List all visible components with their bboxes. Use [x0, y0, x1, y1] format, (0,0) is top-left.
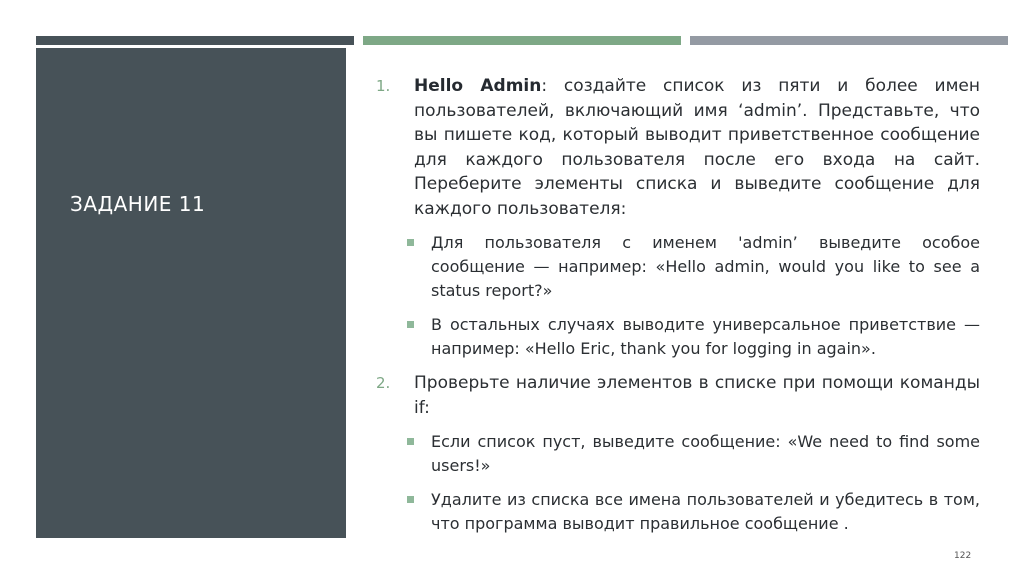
- task-item-1: [376, 74, 980, 221]
- item-text: Проверьте наличие элементов в списке при помощи команды if:: [414, 373, 980, 418]
- subitem: Для пользователя с именем 'admin’ выведите особое сообщение — например: «Hello admin, would you like to see a status report?»: [376, 231, 980, 303]
- top-bar-dark: [36, 36, 354, 45]
- top-bar-gray: [690, 36, 1008, 45]
- square-bullet-icon: [407, 438, 414, 445]
- slide-content: [376, 74, 980, 546]
- square-bullet-icon: [407, 239, 414, 246]
- subitem: В остальных случаях выводите универсальное приветствие — например: «Hello Eric, thank you for logging in again».: [376, 313, 980, 361]
- subitem: Удалите из списка все имена пользователей и убедитесь в том, что программа выводит правильное сообщение .: [376, 488, 980, 536]
- item-text: : создайте список из пяти и более имен пользователей, включающий имя ‘admin’. Представьте, что вы пишете код, который выводит приветственное сообщение для каждого пользователя после его входа на сайт. Переберите элементы списка и выведите сообщение для каждого пользователя:: [414, 76, 980, 219]
- square-bullet-icon: [407, 496, 414, 503]
- title-panel: [36, 48, 346, 538]
- square-bullet-icon: [407, 321, 414, 328]
- top-bar-green: [363, 36, 681, 45]
- task-item-2: [376, 371, 980, 420]
- slide-title: ЗАДАНИЕ 11: [70, 192, 206, 216]
- item-bold-heading: Hello Admin: [414, 76, 542, 96]
- item-number: 2.: [376, 374, 391, 392]
- item-number: 1.: [376, 77, 391, 95]
- page-number: 122: [954, 551, 972, 561]
- sublist-2: [376, 430, 980, 536]
- sublist-1: [376, 231, 980, 361]
- subitem: Если список пуст, выведите сообщение: «We need to find some users!»: [376, 430, 980, 478]
